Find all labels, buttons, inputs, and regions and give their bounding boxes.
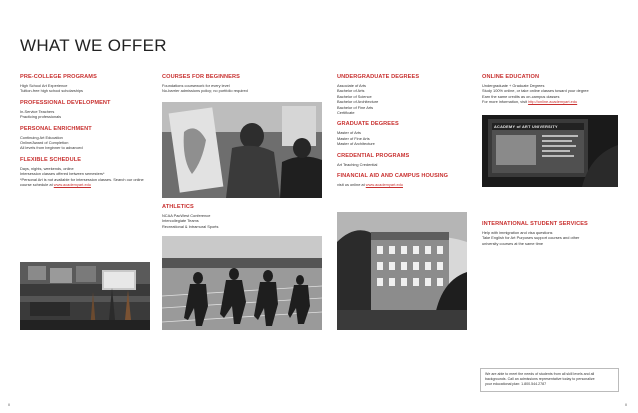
credential-line: Art Teaching Credential (337, 161, 378, 167)
art-class-photo (162, 102, 322, 198)
precollege-line: Tuition-free high school scholarships (20, 88, 84, 94)
online-heading: ONLINE EDUCATION (482, 74, 540, 80)
beginners-heading: COURSES FOR BEGINNERS (162, 74, 240, 80)
financial-line (337, 182, 477, 187)
online-line: Earn the same credits as on-campus classes (482, 93, 560, 99)
graduate-line: Master of Arts (337, 130, 361, 136)
note-line: We are able to meet the needs of students from all skill levels and all (485, 372, 595, 376)
graduate-line: Master of Fine Arts (337, 135, 370, 141)
international-line: university courses at the same time (482, 240, 543, 246)
flexible-line: Intersession classes offered between semesters* (20, 171, 105, 177)
flexible-line (20, 182, 160, 187)
online-line: Undergraduate + Graduate Degrees (482, 83, 545, 88)
undergrad-line: Associate of Arts (337, 83, 366, 88)
personal-heading: PERSONAL ENRICHMENT (20, 125, 92, 132)
campus-building-photo (337, 212, 467, 330)
online-line (482, 99, 622, 104)
athletics-line: NCAA PacWest Conference (162, 213, 211, 218)
note-line: your educational plan: 1.800.544.2787 (485, 382, 547, 386)
personal-line: Online/Award of Completion (20, 140, 69, 146)
column-athletics (162, 204, 302, 229)
track-photo (162, 236, 322, 330)
studio-photo (20, 262, 150, 330)
graduate-line: Master of Architecture (337, 141, 375, 147)
online-link[interactable]: http://online.academyart.edu (528, 99, 578, 105)
beginners-line: No-barrier admissions policy; no portfolio required (162, 88, 248, 94)
flexible-heading: FLEXIBLE SCHEDULE (20, 156, 82, 163)
undergrad-line: Certificate (337, 110, 355, 116)
athletics-line: Recreational & Intramural Sports (162, 223, 219, 229)
international-heading: INTERNATIONAL STUDENT SERVICES (482, 221, 588, 227)
flexible-line: *Personal Art is not available for intersession classes. Search our online (20, 176, 144, 182)
financial-heading: FINANCIAL AID AND CAMPUS HOUSING (337, 173, 449, 180)
admissions-note-box (480, 368, 619, 392)
undergrad-line: Bachelor of Architecture (337, 99, 379, 105)
flexible-schedule-prefix: course schedule at (20, 182, 53, 188)
schedule-link[interactable]: www.academyart.edu (53, 182, 91, 188)
note-line: backgrounds. Call an admissions representative today to personalize (485, 377, 595, 381)
column-degrees (337, 74, 477, 187)
column-beginners (162, 74, 302, 94)
athletics-line: Intercollegiate Teams (162, 218, 199, 224)
column-programs (20, 74, 160, 187)
online-line: Study 100% online, or take online classes toward your degree (482, 88, 589, 94)
personal-line: Continuing Art Education (20, 134, 63, 140)
page-number-left: II (8, 403, 10, 407)
professional-heading: PROFESSIONAL DEVELOPMENT (20, 99, 111, 106)
financial-link[interactable]: www.academyart.edu (365, 182, 403, 188)
page-title: WHAT WE OFFER (20, 36, 167, 55)
professional-line: Practicing professionals (20, 114, 62, 120)
graduate-heading: GRADUATE DEGREES (337, 121, 399, 128)
laptop-photo (482, 115, 618, 187)
screen-logo-text: ACADEMY of ART UNIVERSITY (494, 125, 558, 129)
international-line: Help with immigration and visa questions (482, 230, 553, 235)
column-international (482, 221, 622, 246)
undergrad-line: Bachelor of Fine Arts (337, 104, 374, 110)
international-line: Take English for Art Purposes support courses and other (482, 235, 580, 241)
beginners-line: Foundations coursework for every level (162, 83, 230, 88)
credential-heading: CREDENTIAL PROGRAMS (337, 152, 410, 159)
undergrad-line: Bachelor of Arts (337, 88, 365, 94)
athletics-heading: ATHLETICS (162, 204, 194, 210)
flexible-line: Days, nights, weekends, online (20, 165, 74, 171)
personal-line: All levels from beginner to advanced (20, 145, 83, 151)
undergrad-heading: UNDERGRADUATE DEGREES (337, 74, 420, 80)
precollege-heading: PRE-COLLEGE PROGRAMS (20, 74, 97, 80)
column-online (482, 74, 622, 105)
page-number-right: II (625, 403, 627, 407)
financial-prefix: visit us online at (337, 182, 365, 188)
undergrad-line: Bachelor of Science (337, 93, 372, 99)
online-info-prefix: For more information, visit (482, 99, 527, 105)
professional-line: In-Service Teachers (20, 108, 55, 114)
precollege-line: High School Art Experience (20, 83, 68, 88)
